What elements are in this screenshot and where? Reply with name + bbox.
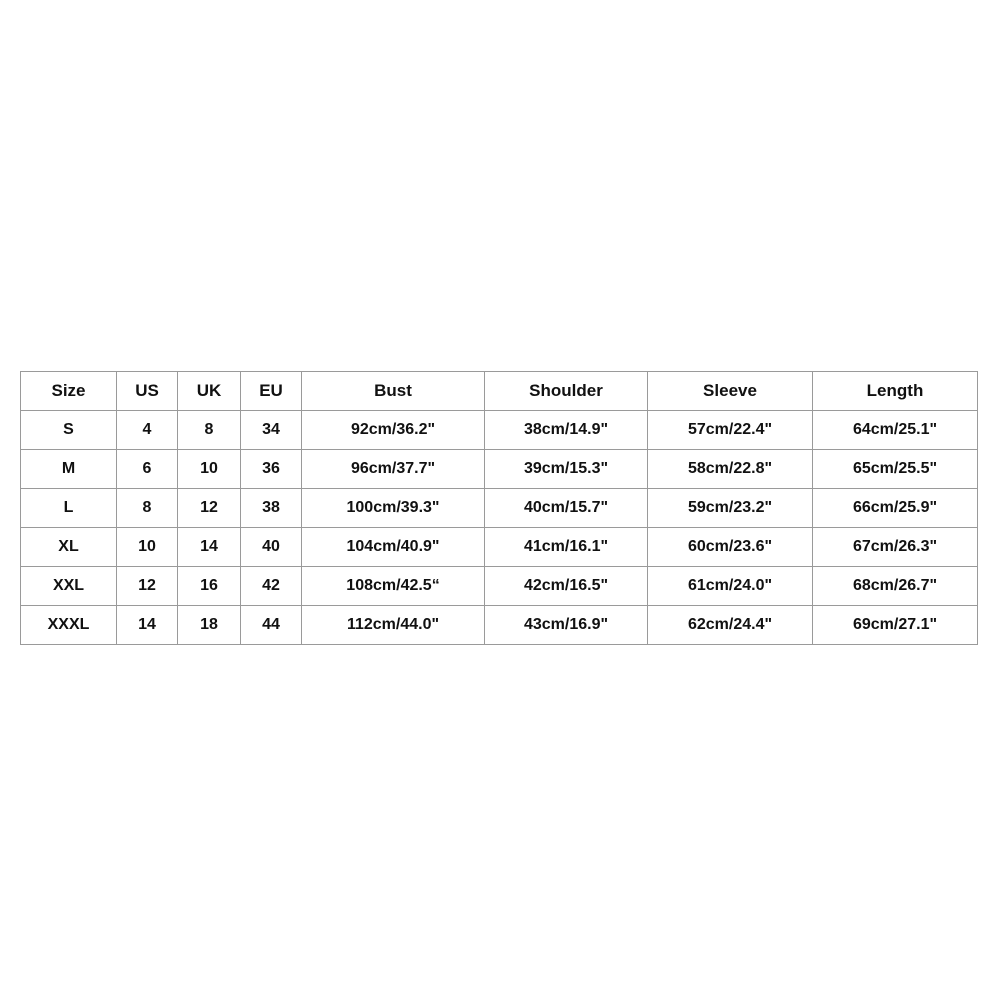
- cell-bust: 108cm/42.5“: [302, 567, 485, 606]
- table-row: [21, 567, 978, 606]
- size-chart-header: [21, 372, 978, 411]
- cell-shoulder: 43cm/16.9": [485, 606, 648, 645]
- cell-size: M: [21, 450, 117, 489]
- header-us: US: [117, 372, 178, 411]
- cell-eu: 42: [241, 567, 302, 606]
- header-row: [21, 372, 978, 411]
- header-length: Length: [813, 372, 978, 411]
- cell-bust: 104cm/40.9": [302, 528, 485, 567]
- cell-uk: 14: [178, 528, 241, 567]
- cell-shoulder: 42cm/16.5": [485, 567, 648, 606]
- cell-size: XXXL: [21, 606, 117, 645]
- cell-eu: 40: [241, 528, 302, 567]
- cell-us: 8: [117, 489, 178, 528]
- cell-shoulder: 40cm/15.7": [485, 489, 648, 528]
- table-row: [21, 411, 978, 450]
- cell-uk: 10: [178, 450, 241, 489]
- cell-us: 10: [117, 528, 178, 567]
- cell-sleeve: 61cm/24.0": [648, 567, 813, 606]
- cell-bust: 96cm/37.7": [302, 450, 485, 489]
- cell-shoulder: 38cm/14.9": [485, 411, 648, 450]
- cell-size: XL: [21, 528, 117, 567]
- cell-us: 14: [117, 606, 178, 645]
- cell-sleeve: 62cm/24.4": [648, 606, 813, 645]
- header-eu: EU: [241, 372, 302, 411]
- cell-length: 64cm/25.1": [813, 411, 978, 450]
- cell-sleeve: 58cm/22.8": [648, 450, 813, 489]
- table-row: [21, 489, 978, 528]
- cell-eu: 36: [241, 450, 302, 489]
- cell-us: 4: [117, 411, 178, 450]
- cell-length: 69cm/27.1": [813, 606, 978, 645]
- table-row: [21, 606, 978, 645]
- cell-eu: 44: [241, 606, 302, 645]
- header-size: Size: [21, 372, 117, 411]
- cell-us: 6: [117, 450, 178, 489]
- header-uk: UK: [178, 372, 241, 411]
- cell-bust: 112cm/44.0": [302, 606, 485, 645]
- cell-size: XXL: [21, 567, 117, 606]
- cell-uk: 18: [178, 606, 241, 645]
- cell-length: 67cm/26.3": [813, 528, 978, 567]
- cell-bust: 92cm/36.2": [302, 411, 485, 450]
- cell-us: 12: [117, 567, 178, 606]
- table-row: [21, 528, 978, 567]
- header-sleeve: Sleeve: [648, 372, 813, 411]
- cell-uk: 12: [178, 489, 241, 528]
- cell-eu: 38: [241, 489, 302, 528]
- cell-shoulder: 41cm/16.1": [485, 528, 648, 567]
- cell-uk: 16: [178, 567, 241, 606]
- size-chart-body: [21, 411, 978, 645]
- cell-length: 66cm/25.9": [813, 489, 978, 528]
- cell-length: 65cm/25.5": [813, 450, 978, 489]
- cell-bust: 100cm/39.3": [302, 489, 485, 528]
- cell-eu: 34: [241, 411, 302, 450]
- cell-sleeve: 60cm/23.6": [648, 528, 813, 567]
- table-row: [21, 450, 978, 489]
- header-bust: Bust: [302, 372, 485, 411]
- cell-size: L: [21, 489, 117, 528]
- header-shoulder: Shoulder: [485, 372, 648, 411]
- cell-sleeve: 59cm/23.2": [648, 489, 813, 528]
- cell-shoulder: 39cm/15.3": [485, 450, 648, 489]
- cell-uk: 8: [178, 411, 241, 450]
- cell-length: 68cm/26.7": [813, 567, 978, 606]
- cell-size: S: [21, 411, 117, 450]
- size-chart-table: [20, 371, 978, 645]
- cell-sleeve: 57cm/22.4": [648, 411, 813, 450]
